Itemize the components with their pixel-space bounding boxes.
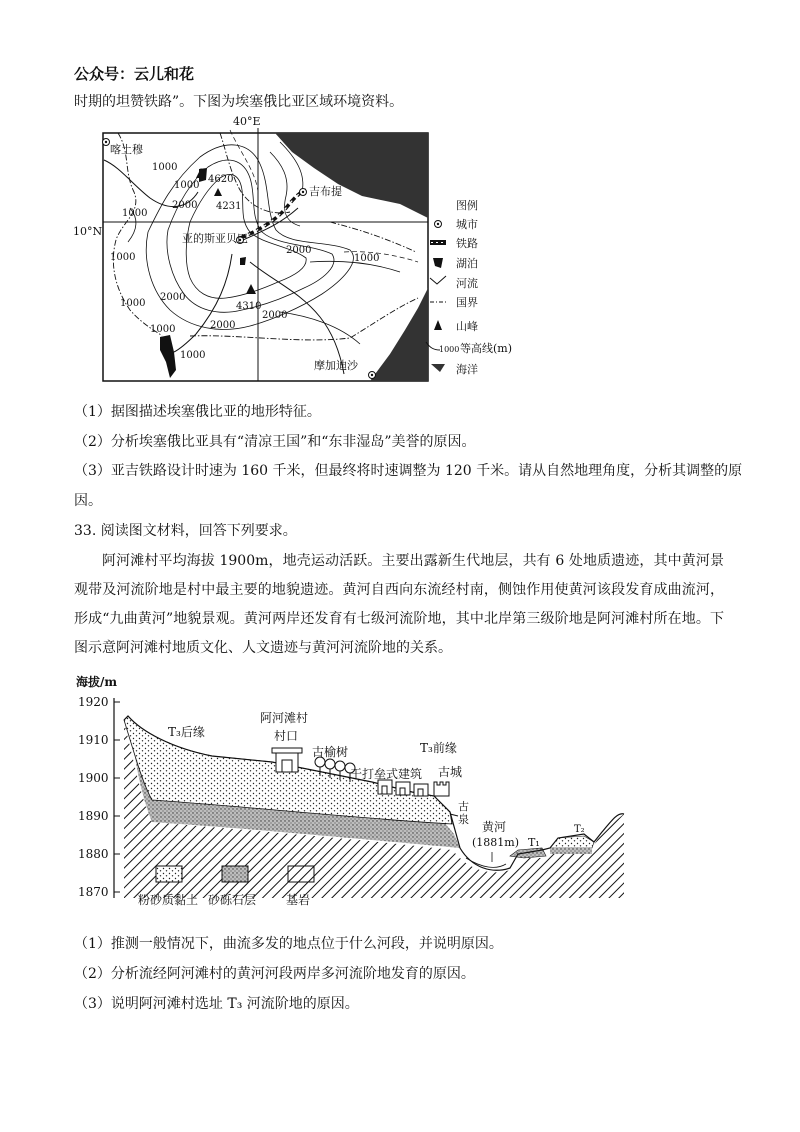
sea-southeast	[370, 288, 428, 381]
lake-small	[240, 257, 246, 265]
q33-material: 阿河滩村平均海拔 1900m，地壳运动活跃。主要出露新生代地层，共有 6 处地质遗迹，其中黄河景观带及河流阶地是村中最主要的地貌遗迹。黄河自西向东流经村南，侧蚀作用使黄河该段发育成曲流河，形成“九曲黄河”地貌景观。黄河两岸还发育有七级河流阶地，其中北岸第三级阶地是阿河滩村所在地。下图示意阿河滩村地质文化、人文遗迹与黄河河流阶地的关系。	[74, 553, 724, 656]
y-tick: 1870	[78, 885, 109, 899]
svg-text:海洋: 海洋	[456, 363, 478, 376]
contour-label: 1000	[120, 298, 146, 309]
q32-2: （2）分析埃塞俄比亚具有“清凉王国”和“东非湿岛”美誉的原因。	[74, 434, 476, 450]
contour-label: 2000	[160, 292, 186, 303]
q32-3-line1: （3）亚吉铁路设计时速为 160 千米，但最终将时速调整为 120 千米。请从自然地理角度，分析其调整的原	[74, 463, 743, 479]
label-elm: 古榆树	[312, 745, 349, 759]
label-t1: T₁	[528, 836, 540, 849]
header-account: 公众号：云儿和花	[74, 65, 195, 83]
contour-label: 2000	[262, 310, 288, 321]
legend-title: 图例	[456, 199, 478, 212]
svg-text:山峰: 山峰	[456, 320, 478, 333]
contour-label: 1000	[152, 162, 178, 173]
contour-label: 1000	[110, 252, 136, 263]
label-building: 干打垒式建筑	[350, 767, 423, 781]
y-tick: 1910	[78, 733, 109, 747]
svg-text:等高线(m): 等高线(m)	[460, 342, 513, 355]
y-tick: 1890	[78, 809, 109, 823]
q32-1: （1）据图描述埃塞俄比亚的地形特征。	[74, 404, 321, 420]
q33-1: （1）推测一般情况下，曲流多发的地点位于什么河段，并说明原因。	[74, 936, 503, 952]
river-omo	[174, 254, 232, 352]
city-label: 吉布提	[309, 185, 342, 198]
y-tick: 1920	[78, 695, 109, 709]
lon-label: 40°E	[233, 115, 261, 128]
svg-text:粉砂质黏土: 粉砂质黏土	[138, 893, 199, 907]
label-village: 阿河滩村	[260, 711, 309, 725]
map-legend	[426, 198, 512, 376]
svg-text:城市: 城市	[456, 218, 478, 231]
city-label: 喀土穆	[110, 143, 143, 156]
terrace-t2	[550, 836, 594, 848]
terrace-profile	[72, 672, 632, 912]
q33-title: 33. 阅读图文材料，回答下列要求。	[74, 523, 297, 539]
ethiopia-map	[73, 112, 520, 384]
railway	[240, 190, 306, 238]
peak-icon	[214, 188, 222, 196]
svg-text:铁路: 铁路	[456, 237, 478, 250]
contour-label: 1000	[174, 180, 200, 191]
contour-label: 1000	[122, 208, 148, 219]
contour-label: 2000	[286, 245, 312, 256]
y-tick: 1880	[78, 847, 109, 861]
rammed-earth-buildings	[378, 780, 428, 796]
lake-turkana	[160, 335, 176, 378]
peak-icon	[246, 284, 256, 294]
lat-label: 10°N	[73, 225, 103, 238]
peak-label: 4231	[216, 201, 242, 212]
svg-text:国界: 国界	[456, 296, 478, 309]
q33-2: （2）分析流经阿河滩村的黄河河段两岸多河流阶地发育的原因。	[74, 966, 475, 982]
contour-label: 1000	[180, 350, 206, 361]
svg-text:河流: 河流	[456, 277, 478, 290]
label-spring: 泉	[458, 813, 469, 826]
label-t3-front: T₃前缘	[420, 741, 457, 755]
contour-label: 2000	[172, 200, 198, 211]
q33-3: （3）说明阿河滩村选址 T₃ 河流阶地的原因。	[74, 996, 359, 1012]
y-axis-label: 海拔/m	[76, 675, 118, 689]
intro-line: 时期的坦赞铁路”。下图为埃塞俄比亚区域环境资料。	[74, 94, 404, 110]
contour-label: 1000	[354, 253, 380, 264]
label-village-gate: 村口	[274, 729, 299, 743]
svg-text:砂砾石层: 砂砾石层	[208, 893, 257, 907]
label-t3-back: T₃后缘	[168, 725, 205, 739]
contour-label: 1000	[150, 324, 176, 335]
label-river: 黄河	[482, 820, 507, 834]
terrace-t1	[510, 848, 546, 858]
sea-north	[275, 133, 428, 218]
y-tick: 1900	[78, 771, 109, 785]
svg-text:1000: 1000	[439, 345, 460, 354]
river-water	[466, 858, 506, 867]
svg-text:基岩: 基岩	[286, 893, 311, 907]
q32-3-line2: 因。	[74, 493, 102, 509]
village-gate	[272, 748, 302, 772]
label-spring: 古	[458, 800, 469, 813]
contour-label: 2000	[210, 320, 236, 331]
label-castle: 古城	[438, 765, 463, 779]
ancient-castle	[434, 782, 449, 796]
railway	[240, 190, 306, 238]
peak-label: 4620	[208, 174, 234, 185]
city-label: 亚的斯亚贝巴	[182, 232, 248, 245]
peak-label: 4310	[236, 301, 262, 312]
label-t2: T₂	[574, 824, 585, 835]
label-river-elev: (1881m)	[472, 836, 520, 849]
svg-text:湖泊: 湖泊	[456, 257, 478, 270]
city-label: 摩加迪沙	[314, 359, 358, 372]
